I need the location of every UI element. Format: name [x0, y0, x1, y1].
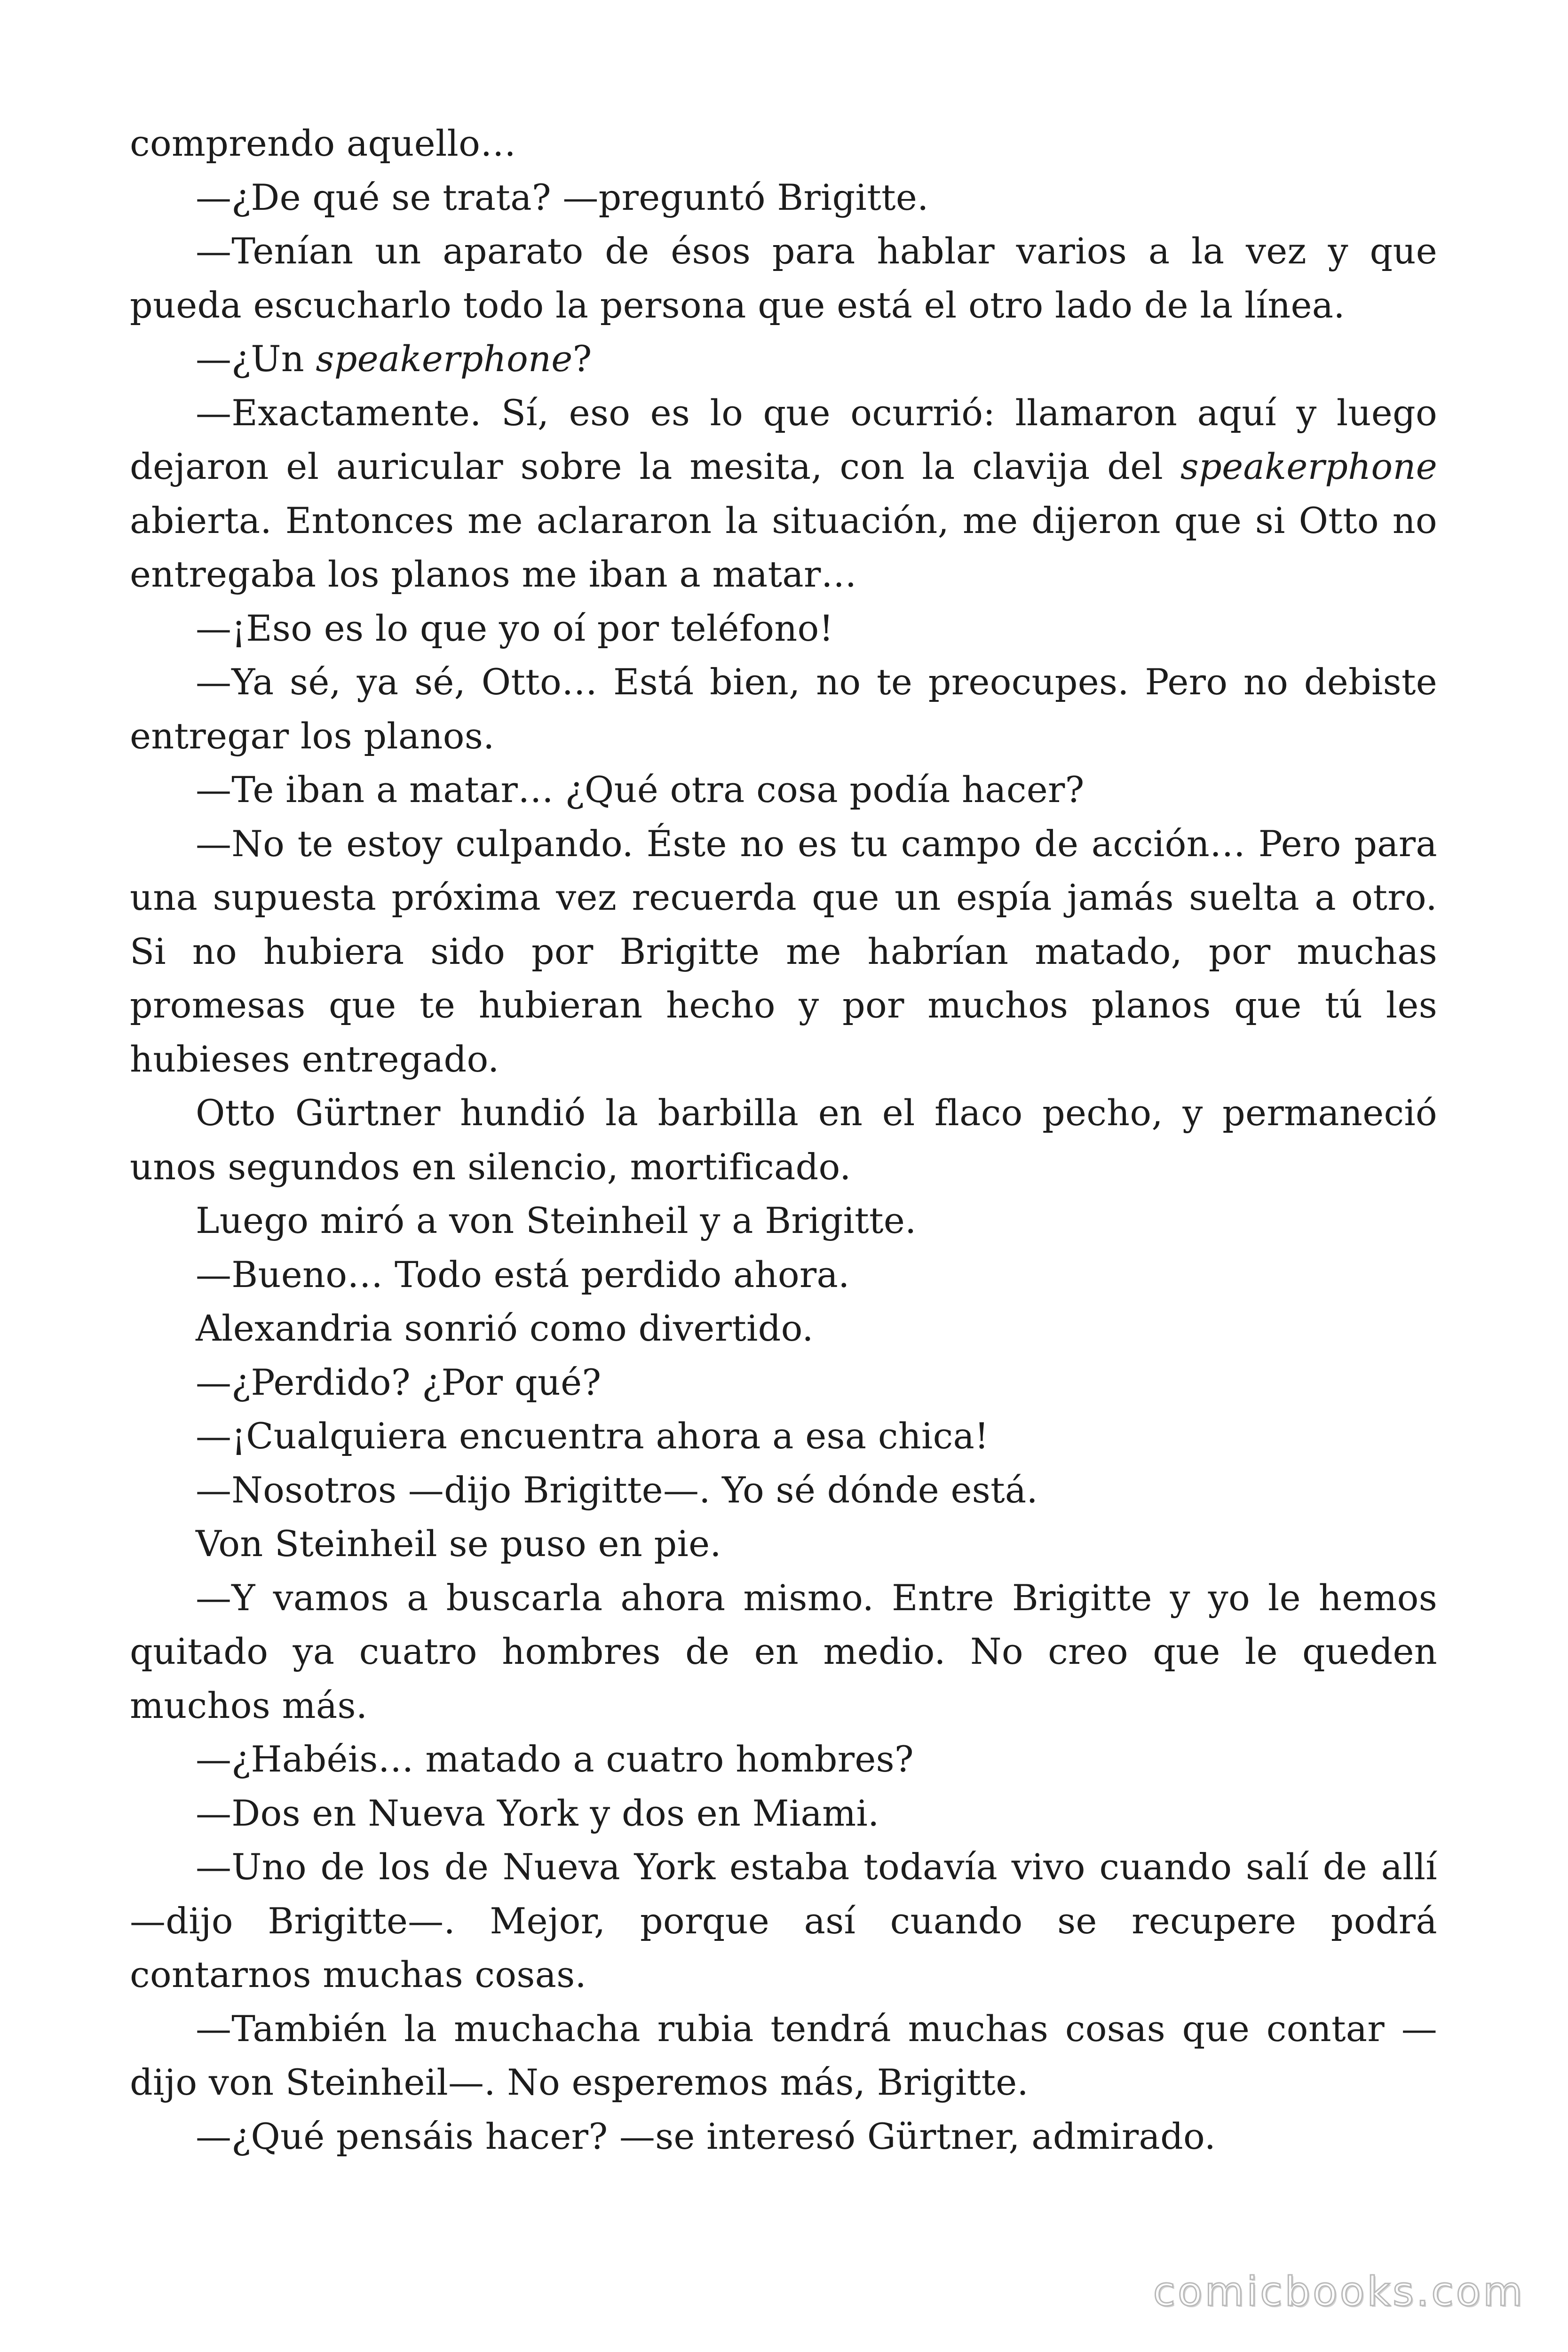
paragraph: [130, 386, 1437, 602]
paragraph: —Nosotros —dijo Brigitte—. Yo sé dónde está.: [196, 1469, 1038, 1511]
text-run: —¿Un: [196, 338, 316, 380]
paragraph: comprendo aquello…: [130, 122, 516, 164]
text-run: —Exactamente. Sí, eso es lo que ocurrió: llamaron aquí y luego dejaron el auricular sobre la mesita, con la clavija del: [130, 391, 1437, 487]
paragraph: —Uno de los de Nueva York estaba todavía vivo cuando salí de allí —dijo Brigitte—. Mejor, porque así cuando se recupere podrá contarnos muchas cosas.: [130, 1846, 1437, 1995]
paragraph: Otto Gürtner hundió la barbilla en el flaco pecho, y permaneció unos segundos en silencio, mortificado.: [130, 1092, 1437, 1188]
paragraph: —Dos en Nueva York y dos en Miami.: [196, 1792, 879, 1834]
paragraph: —¡Cualquiera encuentra ahora a esa chica!: [196, 1415, 989, 1457]
paragraph: —¿Perdido? ¿Por qué?: [196, 1361, 602, 1403]
paragraph: [130, 332, 1437, 386]
italic-text: speakerphone: [1180, 445, 1437, 487]
watermark-logo: comicbooks.com: [1153, 2268, 1525, 2315]
paragraph: —¿Habéis… matado a cuatro hombres?: [196, 1738, 914, 1780]
paragraph: —¿Qué pensáis hacer? —se interesó Gürtner, admirado.: [196, 2115, 1216, 2157]
paragraph: Alexandria sonrió como divertido.: [196, 1307, 814, 1349]
paragraph: —Tenían un aparato de ésos para hablar varios a la vez y que pueda escucharlo todo la persona que está el otro lado de la línea.: [130, 230, 1437, 326]
paragraph: Von Steinheil se puso en pie.: [196, 1523, 721, 1565]
page-body: [130, 117, 1437, 2163]
text-run: abierta. Entonces me aclararon la situación, me dijeron que si Otto no entregaba los planos me iban a matar…: [130, 499, 1437, 595]
paragraph: —Y vamos a buscarla ahora mismo. Entre Brigitte y yo le hemos quitado ya cuatro hombres de en medio. No creo que le queden muchos más.: [130, 1576, 1437, 1726]
paragraph: Luego miró a von Steinheil y a Brigitte.: [196, 1200, 917, 1241]
paragraph: —¿De qué se trata? —preguntó Brigitte.: [196, 176, 929, 218]
text-run: ?: [572, 338, 592, 380]
paragraph: —No te estoy culpando. Éste no es tu campo de acción… Pero para una supuesta próxima vez recuerda que un espía jamás suelta a otro. Si no hubiera sido por Brigitte me habrían matado, por muchas promesas que te hubieran hecho y por muchos planos que tú les hubieses entregado.: [130, 822, 1437, 1080]
paragraph: —Bueno… Todo está perdido ahora.: [196, 1253, 850, 1295]
paragraph: —Ya sé, ya sé, Otto… Está bien, no te preocupes. Pero no debiste entregar los planos.: [130, 661, 1437, 757]
paragraph: —Te iban a matar… ¿Qué otra cosa podía hacer?: [196, 769, 1085, 810]
italic-text: speakerphone: [316, 338, 573, 380]
paragraph: —¡Eso es lo que yo oí por teléfono!: [196, 607, 834, 649]
paragraph: —También la muchacha rubia tendrá muchas cosas que contar —dijo von Steinheil—. No esperemos más, Brigitte.: [130, 2007, 1437, 2103]
